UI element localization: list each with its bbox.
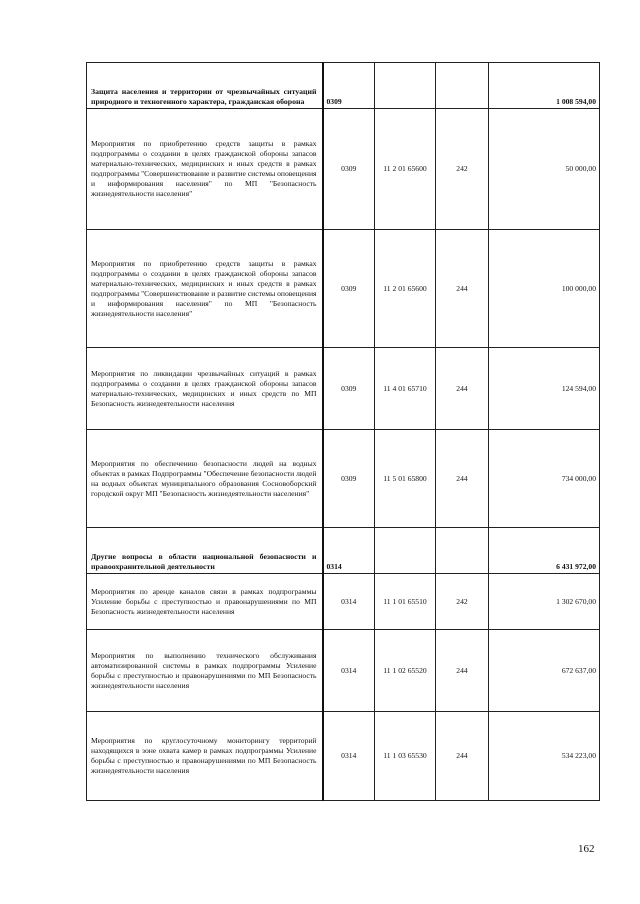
row-description: Мероприятия по аренде каналов связи в рамках подпрограммы Усиление борьбы с преступностью и правонарушениями по МП Безопасность жизнедеятельности населения bbox=[87, 574, 323, 630]
table-row bbox=[87, 109, 600, 230]
section-code: 0309 bbox=[323, 109, 375, 230]
section-code: 0309 bbox=[323, 230, 375, 348]
section-code: 0314 bbox=[323, 630, 375, 712]
section-code: 0309 bbox=[323, 348, 375, 430]
amount: 50 000,00 bbox=[489, 109, 600, 230]
row-description: Мероприятия по приобретению средств защиты в рамках подпрограммы о создании в целях гражданской обороны запасов материально-технических, медицинских и иных средств в рамках подпрограммы "Совершенствование и развитие системы оповещения и информирования населения" по МП "Безопасность жизнедеятельности населения" bbox=[87, 230, 323, 348]
table-row bbox=[87, 348, 600, 430]
target-code: 11 5 01 65800 bbox=[375, 430, 436, 528]
amount: 6 431 972,00 bbox=[489, 528, 600, 574]
target-code: 11 2 01 65600 bbox=[375, 230, 436, 348]
section-code: 0309 bbox=[323, 430, 375, 528]
section-code: 0314 bbox=[323, 574, 375, 630]
amount: 1 008 594,00 bbox=[489, 63, 600, 109]
amount: 734 000,00 bbox=[489, 430, 600, 528]
amount: 672 637,00 bbox=[489, 630, 600, 712]
expense-type: 244 bbox=[436, 712, 489, 801]
row-description: Мероприятия по ликвидации чрезвычайных ситуаций в рамках подпрограммы о создании в целях гражданской обороны запасов материально-технических, медицинских и иных средств по МП Безопасность жизнедеятельности населения bbox=[87, 348, 323, 430]
expense-type: 244 bbox=[436, 430, 489, 528]
row-description: Мероприятия по приобретению средств защиты в рамках подпрограммы о создании в целях гражданской обороны запасов материально-технических, медицинских и иных средств в рамках подпрограммы "Совершенствование и развитие системы оповещения и информирования населения" по МП "Безопасность жизнедеятельности населения" bbox=[87, 109, 323, 230]
target-code: 11 1 01 65510 bbox=[375, 574, 436, 630]
table-row bbox=[87, 528, 600, 574]
expense-type: 242 bbox=[436, 109, 489, 230]
table-row bbox=[87, 630, 600, 712]
amount: 534 223,00 bbox=[489, 712, 600, 801]
table-row bbox=[87, 712, 600, 801]
section-code: 0314 bbox=[323, 712, 375, 801]
target-code bbox=[375, 63, 436, 109]
table-row bbox=[87, 574, 600, 630]
amount: 100 000,00 bbox=[489, 230, 600, 348]
row-description: Защита населения и территории от чрезвычайных ситуаций природного и техногенного характера, гражданская оборона bbox=[87, 63, 323, 109]
section-code: 0314 bbox=[323, 528, 375, 574]
budget-table bbox=[86, 62, 600, 801]
amount: 1 302 670,00 bbox=[489, 574, 600, 630]
target-code: 11 1 03 65530 bbox=[375, 712, 436, 801]
expense-type bbox=[436, 63, 489, 109]
table-row bbox=[87, 230, 600, 348]
expense-type: 242 bbox=[436, 574, 489, 630]
expense-type: 244 bbox=[436, 630, 489, 712]
expense-type: 244 bbox=[436, 348, 489, 430]
target-code: 11 1 02 65520 bbox=[375, 630, 436, 712]
expense-type bbox=[436, 528, 489, 574]
page-number: 162 bbox=[578, 843, 595, 855]
row-description: Мероприятия по круглосуточному мониторингу территорий находящихся в зоне охвата камер в рамках подпрограммы Усиление борьбы с преступностью и правонарушениями по МП Безопасность жизнедеятельности населения bbox=[87, 712, 323, 801]
target-code: 11 4 01 65710 bbox=[375, 348, 436, 430]
row-description: Другие вопросы в области национальной безопасности и правоохранительной деятельности bbox=[87, 528, 323, 574]
target-code: 11 2 01 65600 bbox=[375, 109, 436, 230]
table-row bbox=[87, 430, 600, 528]
amount: 124 594,00 bbox=[489, 348, 600, 430]
target-code bbox=[375, 528, 436, 574]
row-description: Мероприятия по обеспечению безопасности людей на водных объектах в рамках Подпрограммы "Обеспечение безопасности людей на водных объектах муниципального образования Сосновоборский городской округ МП "Безопасность жизнедеятельности населения" bbox=[87, 430, 323, 528]
table-row bbox=[87, 63, 600, 109]
section-code: 0309 bbox=[323, 63, 375, 109]
expense-type: 244 bbox=[436, 230, 489, 348]
row-description: Мероприятия по выполнению технического обслуживания автоматизированной системы в рамках подпрограммы Усиление борьбы с преступностью и правонарушениями по МП Безопасность жизнедеятельности населения bbox=[87, 630, 323, 712]
